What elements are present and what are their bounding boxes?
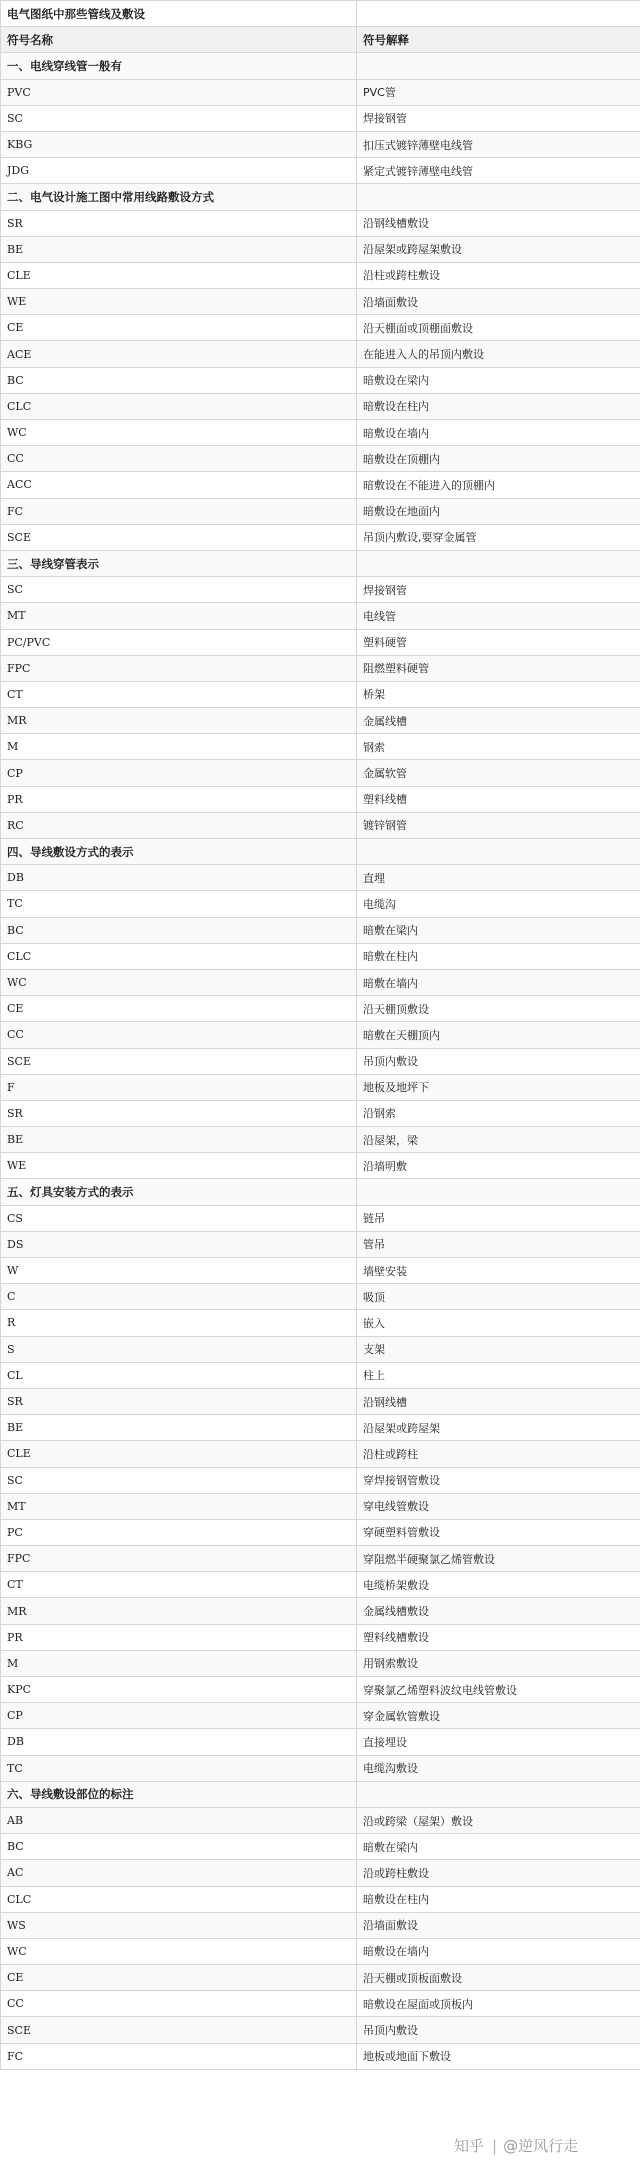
symbol-code: RC xyxy=(1,812,357,838)
table-row xyxy=(1,393,640,419)
symbol-code: CLC xyxy=(1,393,357,419)
symbol-code: SC xyxy=(1,105,357,131)
table-row xyxy=(1,943,640,969)
symbol-code: AB xyxy=(1,1807,357,1833)
symbol-meaning: PVC管 xyxy=(357,79,640,105)
symbol-meaning: 穿阻燃半硬聚氯乙烯管敷设 xyxy=(357,1546,640,1572)
symbol-meaning: 直埋 xyxy=(357,865,640,891)
table-row xyxy=(1,1624,640,1650)
symbol-code: CLE xyxy=(1,1441,357,1467)
watermark-platform: 知乎 xyxy=(454,2137,485,2155)
symbol-code: S xyxy=(1,1336,357,1362)
symbol-meaning: 金属线槽 xyxy=(357,708,640,734)
symbol-meaning: 地板及地坪下 xyxy=(357,1074,640,1100)
symbol-code: ACC xyxy=(1,472,357,498)
table-row xyxy=(1,1912,640,1938)
table-row xyxy=(1,420,640,446)
symbol-meaning: 沿天棚顶敷设 xyxy=(357,996,640,1022)
table-row xyxy=(1,105,640,131)
symbol-table-body xyxy=(1,1,640,2070)
table-row xyxy=(1,1205,640,1231)
symbol-code: F xyxy=(1,1074,357,1100)
table-row xyxy=(1,1048,640,1074)
symbol-code: SCE xyxy=(1,524,357,550)
symbol-meaning: 暗敷设在不能进入的顶棚内 xyxy=(357,472,640,498)
symbol-meaning: 焊接钢管 xyxy=(357,577,640,603)
symbol-code: BE xyxy=(1,1415,357,1441)
section-title: 三、导线穿管表示 xyxy=(1,550,357,576)
page-title: 电气图纸中那些管线及敷设 xyxy=(1,1,357,27)
table-row xyxy=(1,786,640,812)
symbol-code: PC/PVC xyxy=(1,629,357,655)
symbol-meaning: 钢索 xyxy=(357,734,640,760)
symbol-meaning: 沿或跨梁（屋架）敷设 xyxy=(357,1807,640,1833)
table-row xyxy=(1,2017,640,2043)
symbol-code: CC xyxy=(1,1022,357,1048)
table-row xyxy=(1,1834,640,1860)
symbol-code: CLC xyxy=(1,1886,357,1912)
symbol-meaning: 沿屋架或跨屋架 xyxy=(357,1415,640,1441)
table-row xyxy=(1,1755,640,1781)
table-row xyxy=(1,1807,640,1833)
section-empty-cell xyxy=(357,839,640,865)
symbol-code: SCE xyxy=(1,1048,357,1074)
table-row xyxy=(1,1703,640,1729)
section-empty-cell xyxy=(357,184,640,210)
table-row xyxy=(1,760,640,786)
table-row xyxy=(1,498,640,524)
symbol-meaning: 地板或地面下敷设 xyxy=(357,2043,640,2069)
symbol-meaning: 沿或跨柱敷设 xyxy=(357,1860,640,1886)
symbol-code: WS xyxy=(1,1912,357,1938)
symbol-meaning: 沿墙面敷设 xyxy=(357,1912,640,1938)
table-row xyxy=(1,1415,640,1441)
symbol-code: CE xyxy=(1,315,357,341)
symbol-code: CT xyxy=(1,681,357,707)
table-row xyxy=(1,1650,640,1676)
symbol-code: SR xyxy=(1,1100,357,1126)
section-empty-cell xyxy=(357,550,640,576)
symbol-code: FC xyxy=(1,498,357,524)
symbol-meaning: 塑料硬管 xyxy=(357,629,640,655)
symbol-code: WC xyxy=(1,1938,357,1964)
table-row xyxy=(1,341,640,367)
symbol-code: M xyxy=(1,1650,357,1676)
symbol-meaning: 穿电线管敷设 xyxy=(357,1493,640,1519)
table-row xyxy=(1,681,640,707)
symbol-code: PR xyxy=(1,1624,357,1650)
symbol-code: PC xyxy=(1,1519,357,1545)
table-row xyxy=(1,367,640,393)
table-row xyxy=(1,1965,640,1991)
symbol-code: WE xyxy=(1,1153,357,1179)
table-row xyxy=(1,315,640,341)
symbol-meaning: 电缆沟敷设 xyxy=(357,1755,640,1781)
table-row xyxy=(1,1598,640,1624)
symbol-meaning: 吸顶 xyxy=(357,1284,640,1310)
symbol-code: CLC xyxy=(1,943,357,969)
table-row xyxy=(1,1100,640,1126)
symbol-code: DB xyxy=(1,865,357,891)
symbol-code: SR xyxy=(1,210,357,236)
symbol-code: CLE xyxy=(1,262,357,288)
table-row xyxy=(1,2043,640,2069)
symbol-meaning: 沿屋架或跨屋架敷设 xyxy=(357,236,640,262)
symbol-meaning: 桥架 xyxy=(357,681,640,707)
table-title-row xyxy=(1,1,640,27)
symbol-meaning: 在能进入人的吊顶内敷设 xyxy=(357,341,640,367)
symbol-code: WC xyxy=(1,420,357,446)
symbol-meaning: 链吊 xyxy=(357,1205,640,1231)
symbol-code: AC xyxy=(1,1860,357,1886)
table-row xyxy=(1,708,640,734)
symbol-code: M xyxy=(1,734,357,760)
table-row xyxy=(1,1493,640,1519)
symbol-code: CC xyxy=(1,446,357,472)
symbol-code: FPC xyxy=(1,1546,357,1572)
symbol-code: FPC xyxy=(1,655,357,681)
symbol-meaning: 管吊 xyxy=(357,1231,640,1257)
table-row xyxy=(1,131,640,157)
section-empty-cell xyxy=(357,1781,640,1807)
table-row xyxy=(1,79,640,105)
symbol-meaning: 支架 xyxy=(357,1336,640,1362)
symbol-code: C xyxy=(1,1284,357,1310)
symbol-code: CL xyxy=(1,1362,357,1388)
symbol-code: R xyxy=(1,1310,357,1336)
table-row xyxy=(1,996,640,1022)
table-row xyxy=(1,262,640,288)
symbol-meaning: 暗敷设在顶棚内 xyxy=(357,446,640,472)
section-row xyxy=(1,839,640,865)
table-row xyxy=(1,1991,640,2017)
table-header-row xyxy=(1,27,640,53)
symbol-code: CP xyxy=(1,760,357,786)
symbol-meaning: 沿钢线槽敷设 xyxy=(357,210,640,236)
title-empty-cell xyxy=(357,1,640,27)
symbol-meaning: 直接埋设 xyxy=(357,1729,640,1755)
symbol-code: SC xyxy=(1,577,357,603)
symbol-meaning: 扣压式镀锌薄壁电线管 xyxy=(357,131,640,157)
watermark: 知乎 | @逆风行走 xyxy=(448,2135,584,2156)
symbol-meaning: 暗敷在墙内 xyxy=(357,969,640,995)
section-title: 四、导线敷设方式的表示 xyxy=(1,839,357,865)
symbol-meaning: 沿天棚或顶板面敷设 xyxy=(357,1965,640,1991)
column-header-symbol-meaning: 符号解释 xyxy=(357,27,640,53)
symbol-code: BC xyxy=(1,1834,357,1860)
symbol-meaning: 暗敷设在梁内 xyxy=(357,367,640,393)
symbol-code: MT xyxy=(1,603,357,629)
symbol-code: DB xyxy=(1,1729,357,1755)
symbol-meaning: 嵌入 xyxy=(357,1310,640,1336)
symbol-meaning: 吊顶内敷设,要穿金属管 xyxy=(357,524,640,550)
symbol-meaning: 塑料线槽敷设 xyxy=(357,1624,640,1650)
table-row xyxy=(1,917,640,943)
table-row xyxy=(1,1153,640,1179)
symbol-meaning: 暗敷在柱内 xyxy=(357,943,640,969)
symbol-code: CT xyxy=(1,1572,357,1598)
table-row xyxy=(1,289,640,315)
symbol-code: PVC xyxy=(1,79,357,105)
symbol-meaning: 穿聚氯乙烯塑料波纹电线管敷设 xyxy=(357,1677,640,1703)
symbol-meaning: 沿钢线槽 xyxy=(357,1388,640,1414)
symbol-meaning: 穿金属软管敷设 xyxy=(357,1703,640,1729)
table-row xyxy=(1,629,640,655)
symbol-meaning: 穿焊接钢管敷设 xyxy=(357,1467,640,1493)
symbol-code: CE xyxy=(1,996,357,1022)
table-row xyxy=(1,1258,640,1284)
table-row xyxy=(1,891,640,917)
symbol-meaning: 镀锌钢管 xyxy=(357,812,640,838)
symbol-meaning: 沿墙明敷 xyxy=(357,1153,640,1179)
section-empty-cell xyxy=(357,1179,640,1205)
symbol-meaning: 暗敷设在墙内 xyxy=(357,420,640,446)
symbol-code: BC xyxy=(1,367,357,393)
symbol-meaning: 金属线槽敷设 xyxy=(357,1598,640,1624)
table-row xyxy=(1,1860,640,1886)
symbol-code: SCE xyxy=(1,2017,357,2043)
symbol-meaning: 暗敷在天棚顶内 xyxy=(357,1022,640,1048)
symbol-meaning: 电缆桥架敷设 xyxy=(357,1572,640,1598)
symbol-code: BC xyxy=(1,917,357,943)
symbol-code: W xyxy=(1,1258,357,1284)
symbol-code: KBG xyxy=(1,131,357,157)
symbol-meaning: 柱上 xyxy=(357,1362,640,1388)
symbol-meaning: 沿屋架，梁 xyxy=(357,1127,640,1153)
section-row xyxy=(1,184,640,210)
symbol-meaning: 电线管 xyxy=(357,603,640,629)
symbol-meaning: 塑料线槽 xyxy=(357,786,640,812)
symbol-meaning: 暗敷在梁内 xyxy=(357,917,640,943)
symbol-meaning: 暗敷设在墙内 xyxy=(357,1938,640,1964)
section-row xyxy=(1,550,640,576)
symbol-meaning: 穿硬塑料管敷设 xyxy=(357,1519,640,1545)
table-row xyxy=(1,1677,640,1703)
table-row xyxy=(1,446,640,472)
symbol-code: FC xyxy=(1,2043,357,2069)
symbol-code: ACE xyxy=(1,341,357,367)
symbol-meaning: 阻燃塑料硬管 xyxy=(357,655,640,681)
symbol-meaning: 沿柱或跨柱敷设 xyxy=(357,262,640,288)
table-row xyxy=(1,1231,640,1257)
table-row xyxy=(1,1546,640,1572)
symbol-meaning: 沿墙面敷设 xyxy=(357,289,640,315)
symbol-meaning: 暗敷在梁内 xyxy=(357,1834,640,1860)
symbol-meaning: 暗敷设在地面内 xyxy=(357,498,640,524)
symbol-meaning: 用钢索敷设 xyxy=(357,1650,640,1676)
column-header-symbol-name: 符号名称 xyxy=(1,27,357,53)
section-title: 二、电气设计施工图中常用线路敷设方式 xyxy=(1,184,357,210)
symbol-code: WC xyxy=(1,969,357,995)
symbol-meaning: 电缆沟 xyxy=(357,891,640,917)
symbol-code: JDG xyxy=(1,158,357,184)
table-row xyxy=(1,1362,640,1388)
table-row xyxy=(1,524,640,550)
symbol-code: TC xyxy=(1,891,357,917)
symbol-meaning: 金属软管 xyxy=(357,760,640,786)
symbol-code: SR xyxy=(1,1388,357,1414)
table-row xyxy=(1,1127,640,1153)
table-row xyxy=(1,812,640,838)
table-row xyxy=(1,1467,640,1493)
section-title: 一、电线穿线管一般有 xyxy=(1,53,357,79)
table-row xyxy=(1,734,640,760)
symbol-code: MR xyxy=(1,708,357,734)
section-row xyxy=(1,1179,640,1205)
symbol-meaning: 焊接钢管 xyxy=(357,105,640,131)
watermark-author: @逆风行走 xyxy=(503,2137,579,2155)
symbol-code: BE xyxy=(1,1127,357,1153)
section-title: 五、灯具安装方式的表示 xyxy=(1,1179,357,1205)
symbol-code: WE xyxy=(1,289,357,315)
table-row xyxy=(1,603,640,629)
symbol-meaning: 吊顶内敷设 xyxy=(357,2017,640,2043)
table-row xyxy=(1,969,640,995)
symbol-code: CP xyxy=(1,1703,357,1729)
table-row xyxy=(1,1388,640,1414)
symbol-code: TC xyxy=(1,1755,357,1781)
section-empty-cell xyxy=(357,53,640,79)
symbol-meaning: 墙壁安装 xyxy=(357,1258,640,1284)
symbol-code: KPC xyxy=(1,1677,357,1703)
symbol-code: PR xyxy=(1,786,357,812)
table-row xyxy=(1,1886,640,1912)
section-title: 六、导线敷设部位的标注 xyxy=(1,1781,357,1807)
symbol-code: DS xyxy=(1,1231,357,1257)
symbol-meaning: 吊顶内敷设 xyxy=(357,1048,640,1074)
symbol-meaning: 沿钢索 xyxy=(357,1100,640,1126)
table-row xyxy=(1,577,640,603)
symbol-code: BE xyxy=(1,236,357,262)
table-row xyxy=(1,1938,640,1964)
table-row xyxy=(1,655,640,681)
symbol-code: MT xyxy=(1,1493,357,1519)
symbol-code: CS xyxy=(1,1205,357,1231)
table-row xyxy=(1,1572,640,1598)
table-row xyxy=(1,1022,640,1048)
table-row xyxy=(1,1310,640,1336)
table-row xyxy=(1,158,640,184)
symbol-meaning: 暗敷设在柱内 xyxy=(357,393,640,419)
symbol-code: SC xyxy=(1,1467,357,1493)
table-row xyxy=(1,1729,640,1755)
symbol-meaning: 暗敷设在柱内 xyxy=(357,1886,640,1912)
symbol-code: CE xyxy=(1,1965,357,1991)
symbol-code: CC xyxy=(1,1991,357,2017)
symbol-meaning: 沿天棚面或顶棚面敷设 xyxy=(357,315,640,341)
table-row xyxy=(1,236,640,262)
table-row xyxy=(1,1441,640,1467)
symbol-meaning: 紧定式镀锌薄壁电线管 xyxy=(357,158,640,184)
symbol-code: MR xyxy=(1,1598,357,1624)
section-row xyxy=(1,53,640,79)
table-row xyxy=(1,1284,640,1310)
symbol-meaning: 暗敷设在屋面或顶板内 xyxy=(357,1991,640,2017)
table-row xyxy=(1,472,640,498)
table-row xyxy=(1,210,640,236)
table-row xyxy=(1,1519,640,1545)
table-row xyxy=(1,865,640,891)
section-row xyxy=(1,1781,640,1807)
table-row xyxy=(1,1074,640,1100)
symbol-meaning: 沿柱或跨柱 xyxy=(357,1441,640,1467)
table-row xyxy=(1,1336,640,1362)
